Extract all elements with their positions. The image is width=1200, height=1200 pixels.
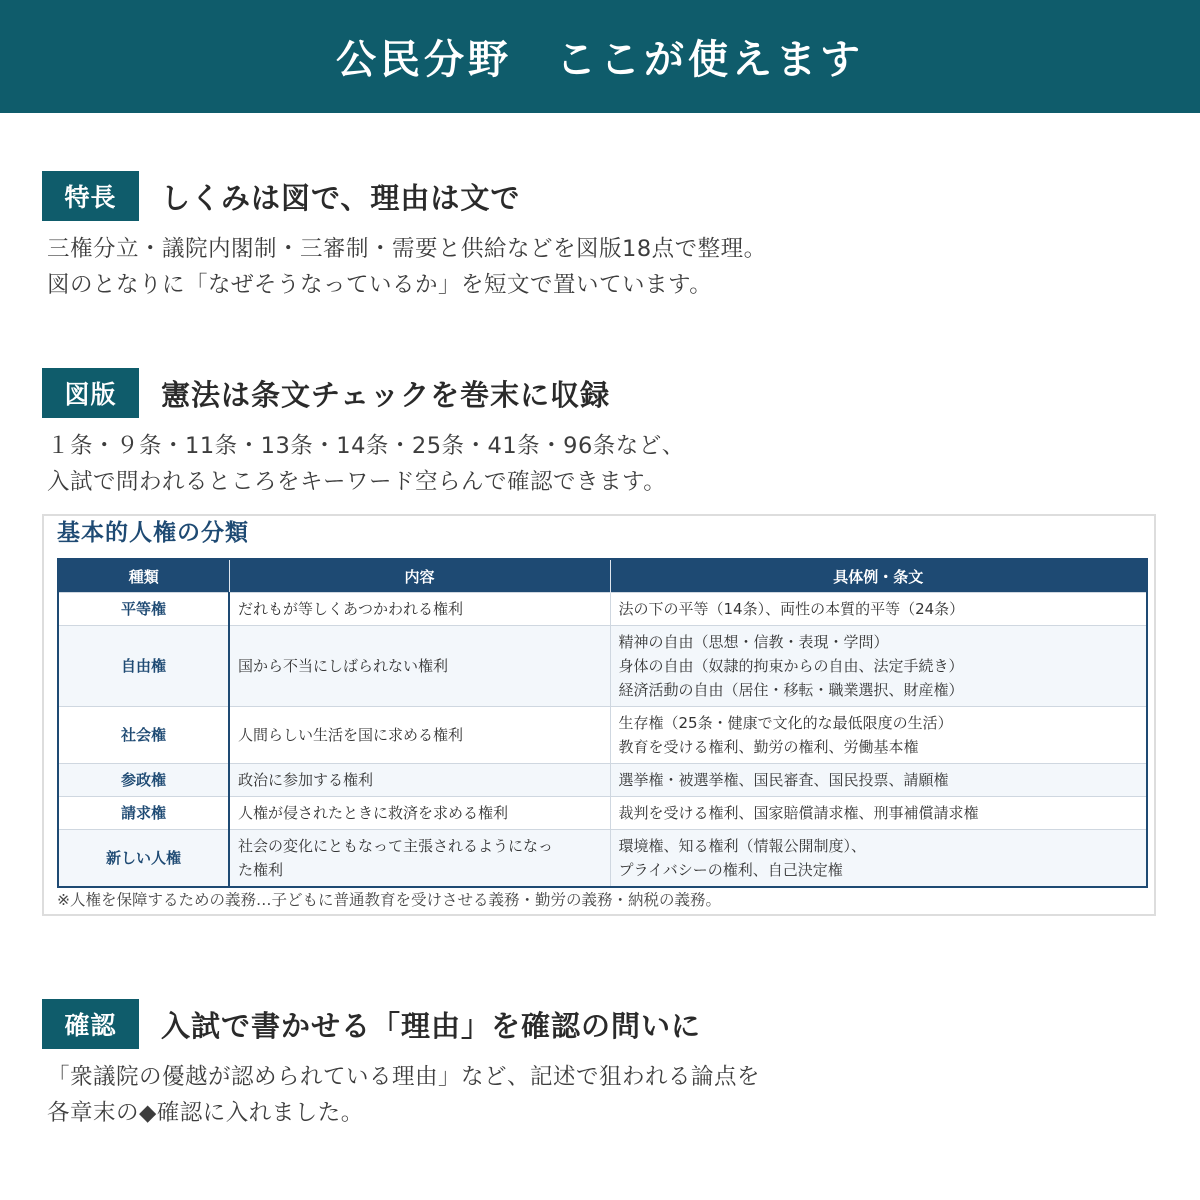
section-tag: 図版 xyxy=(42,368,139,418)
table-row xyxy=(58,764,1147,797)
row-kind: 請求権 xyxy=(58,797,229,830)
content-line: 社会の変化にともなって主張されるようになっ xyxy=(238,837,554,855)
row-examples xyxy=(610,707,1147,764)
table-row xyxy=(58,707,1147,764)
section-check-text xyxy=(47,1059,760,1131)
page-header xyxy=(0,0,1200,113)
section-tag: 確認 xyxy=(42,999,139,1049)
column-header-content: 内容 xyxy=(229,559,610,593)
example-line: 教育を受ける権利、勤労の権利、労働基本権 xyxy=(618,738,919,756)
content-line: 人権が侵されたときに救済を求める権利 xyxy=(238,804,509,822)
section-figure-text xyxy=(47,428,685,500)
section-feature-text xyxy=(47,231,767,303)
content-line: 国から不当にしばられない権利 xyxy=(238,657,449,675)
example-line: 裁判を受ける権利、国家賠償請求権、刑事補償請求権 xyxy=(618,804,979,822)
section-title: しくみは図で、理由は文で xyxy=(161,180,521,215)
page-title: 公民分野 ここが使えます xyxy=(336,37,864,83)
table-header-row xyxy=(58,559,1147,593)
figure-note: ※人権を保障するための義務…子どもに普通教育を受けさせる義務・勤労の義務・納税の義務。 xyxy=(57,891,721,909)
content-line: た権利 xyxy=(238,861,284,879)
example-line: 精神の自由（思想・信教・表現・学問） xyxy=(618,633,889,651)
row-content xyxy=(229,626,610,707)
section-tag: 特長 xyxy=(42,171,139,221)
row-kind: 平等権 xyxy=(58,593,229,626)
section-title: 入試で書かせる「理由」を確認の問いに xyxy=(161,1008,702,1043)
text-line: 図のとなりに「なぜそうなっているか」を短文で置いています。 xyxy=(47,272,713,298)
example-line: 選挙権・被選挙権、国民審査、国民投票、請願権 xyxy=(618,771,949,789)
table-row xyxy=(58,797,1147,830)
table-row xyxy=(58,830,1147,888)
content-line: 人間らしい生活を国に求める権利 xyxy=(238,726,464,744)
column-header-examples: 具体例・条文 xyxy=(610,559,1147,593)
section-figure-heading xyxy=(42,368,610,418)
example-line: 経済活動の自由（居住・移転・職業選択、財産権） xyxy=(618,681,964,699)
content-line: 政治に参加する権利 xyxy=(238,771,374,789)
example-line: プライバシーの権利、自己決定権 xyxy=(618,861,843,879)
row-examples xyxy=(610,764,1147,797)
section-title: 憲法は条文チェックを巻末に収録 xyxy=(161,377,611,412)
row-examples xyxy=(610,830,1147,888)
text-line: 三権分立・議院内閣制・三審制・需要と供給などを図版18点で整理。 xyxy=(47,236,767,262)
row-content xyxy=(229,707,610,764)
text-line: 各章末の◆確認に入れました。 xyxy=(47,1100,364,1126)
rights-figure xyxy=(42,514,1156,916)
example-line: 身体の自由（奴隷的拘束からの自由、法定手続き） xyxy=(618,657,964,675)
row-examples xyxy=(610,797,1147,830)
section-feature-heading xyxy=(42,171,520,221)
text-line: １条・９条・11条・13条・14条・25条・41条・96条など、 xyxy=(47,433,685,459)
row-examples xyxy=(610,626,1147,707)
example-line: 生存権（25条・健康で文化的な最低限度の生活） xyxy=(618,714,953,732)
row-content xyxy=(229,830,610,888)
row-kind: 自由権 xyxy=(58,626,229,707)
row-content xyxy=(229,797,610,830)
section-check-heading xyxy=(42,999,701,1049)
table-row xyxy=(58,626,1147,707)
row-kind: 新しい人権 xyxy=(58,830,229,888)
column-header-kind: 種類 xyxy=(58,559,229,593)
row-content xyxy=(229,593,610,626)
text-line: 入試で問われるところをキーワード空らんで確認できます。 xyxy=(47,469,667,495)
row-content xyxy=(229,764,610,797)
content-line: だれもが等しくあつかわれる権利 xyxy=(238,600,464,618)
example-line: 環境権、知る権利（情報公開制度）、 xyxy=(618,837,867,855)
example-line: 法の下の平等（14条）、両性の本質的平等（24条） xyxy=(618,600,965,618)
table-row xyxy=(58,593,1147,626)
rights-table xyxy=(57,558,1148,888)
figure-title: 基本的人権の分類 xyxy=(57,520,249,546)
text-line: 「衆議院の優越が認められている理由」など、記述で狙われる論点を xyxy=(47,1064,761,1090)
row-kind: 社会権 xyxy=(58,707,229,764)
row-kind: 参政権 xyxy=(58,764,229,797)
row-examples xyxy=(610,593,1147,626)
